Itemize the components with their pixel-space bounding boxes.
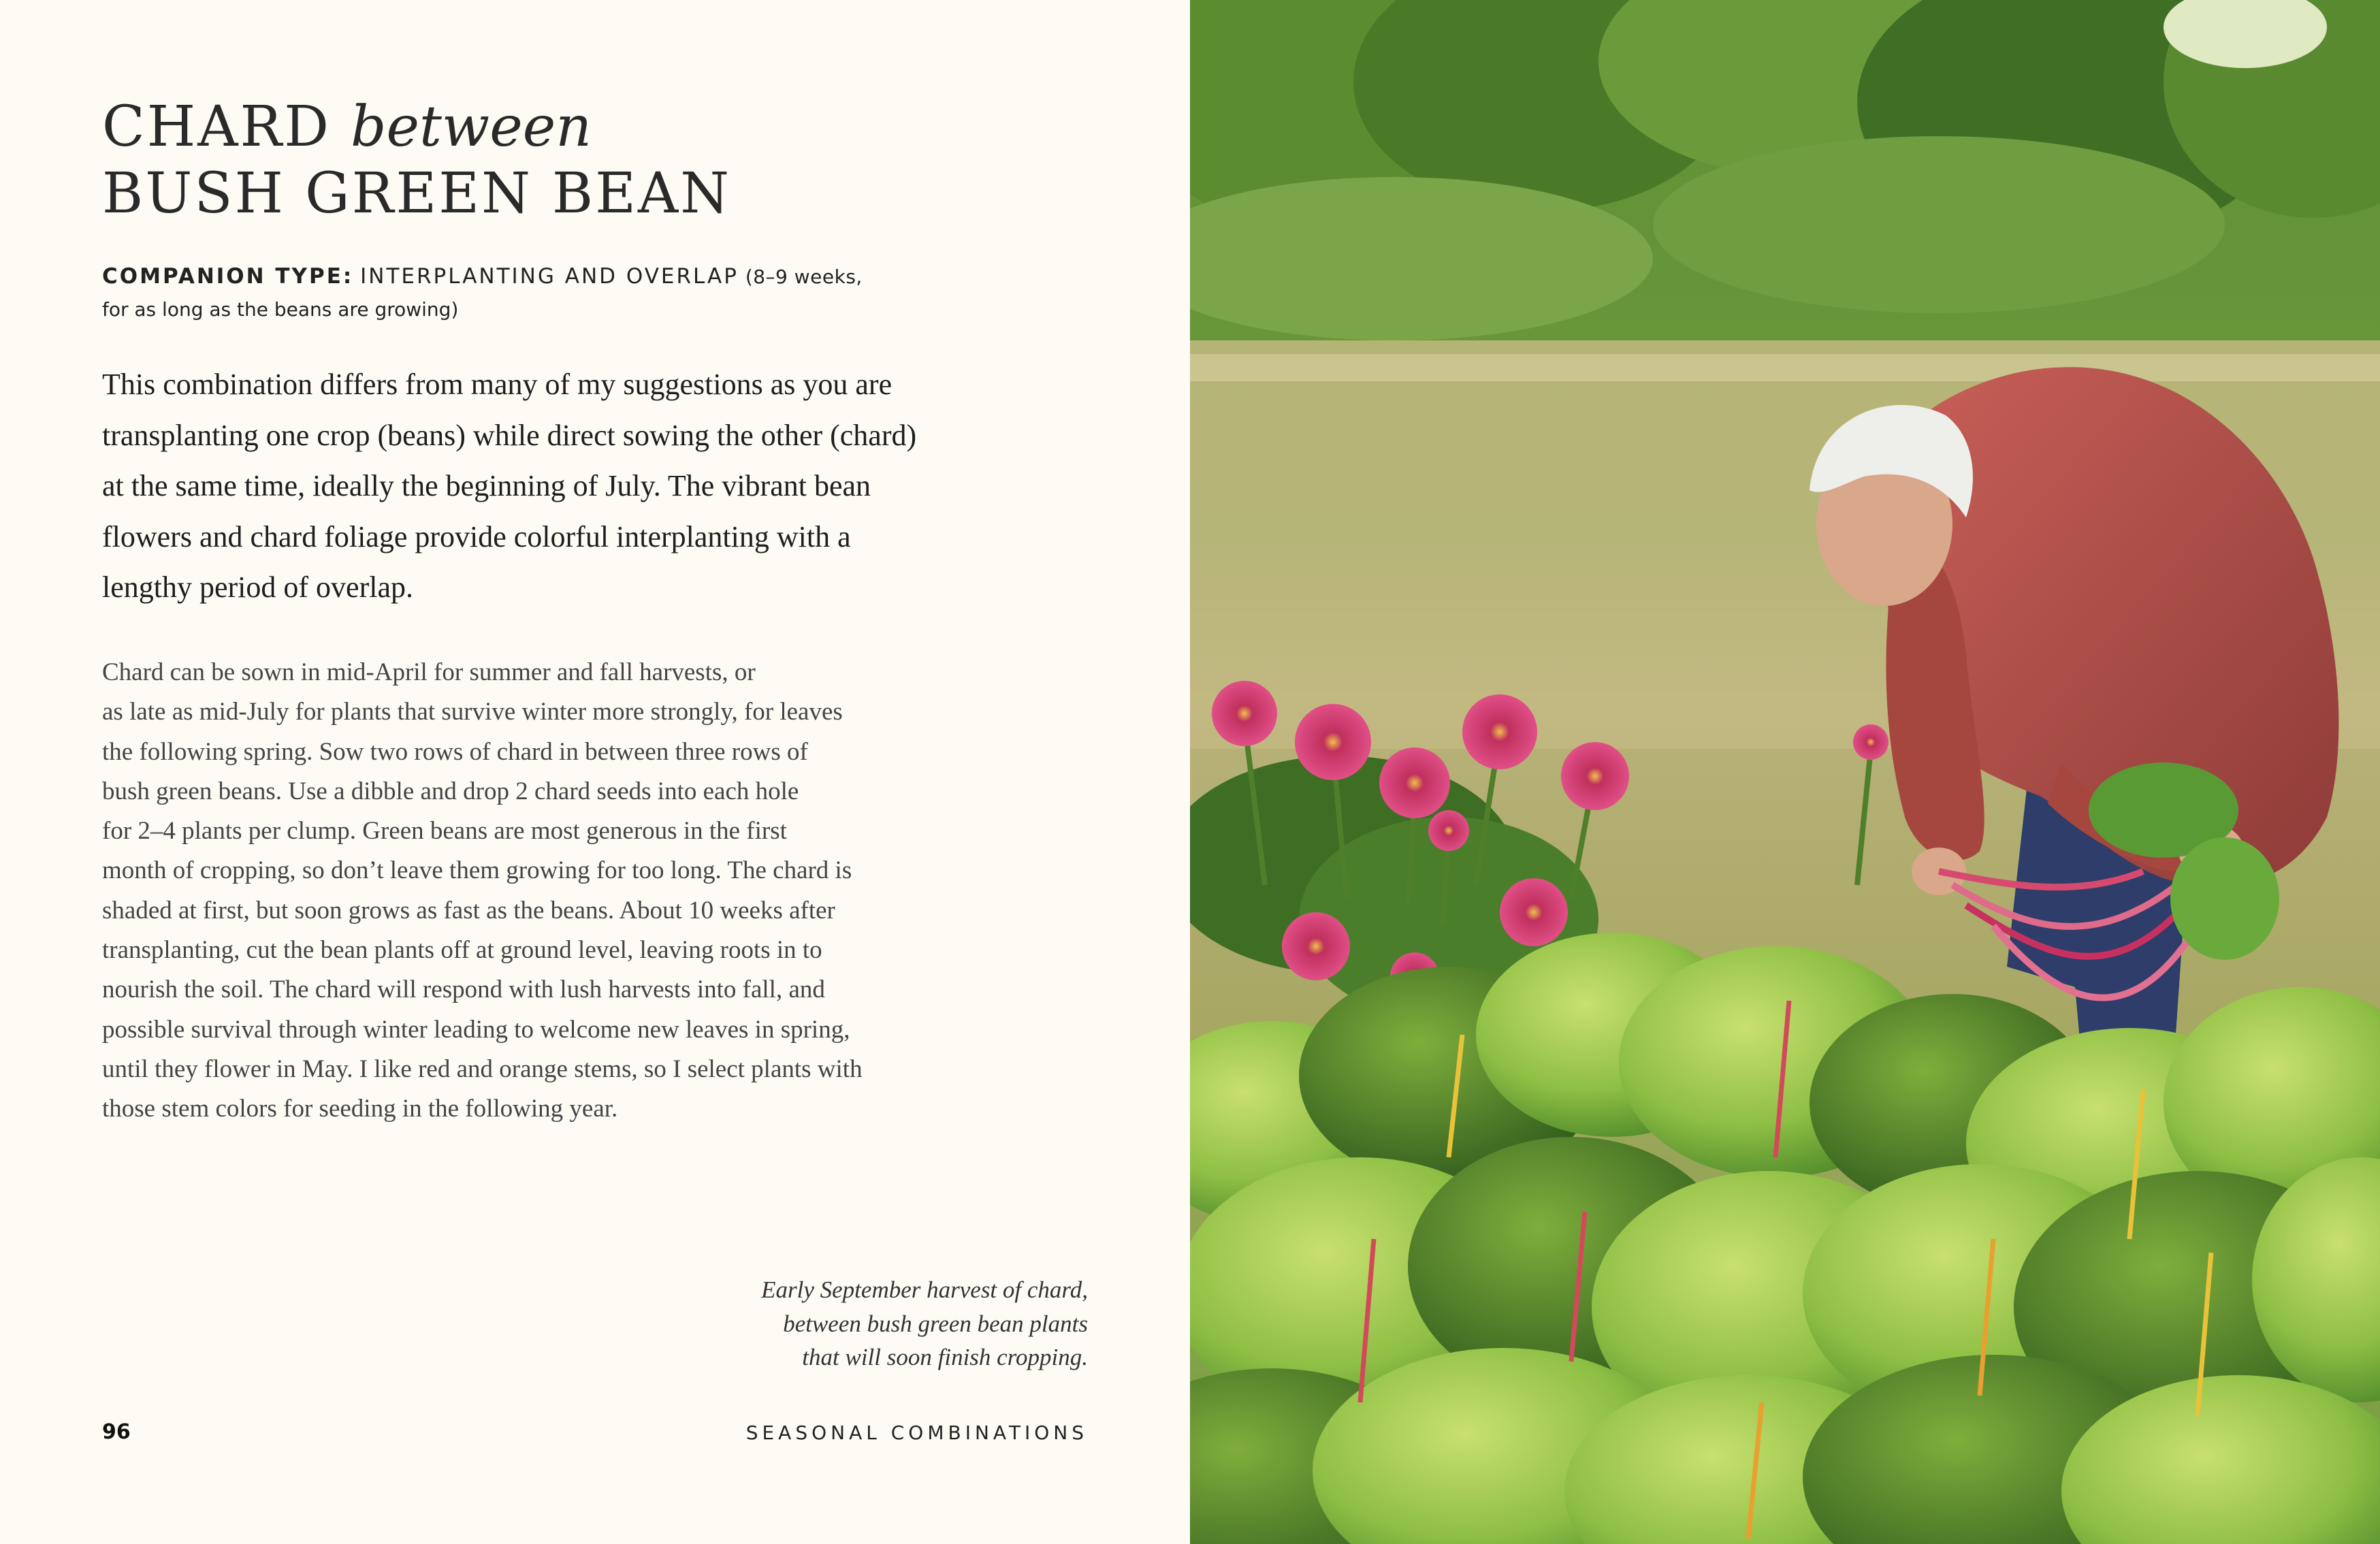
photo-illustration: [1190, 0, 2380, 1544]
zinnia-flower: [1295, 704, 1371, 780]
running-head: SEASONAL COMBINATIONS: [745, 1421, 1088, 1444]
zinnia-flower: [1212, 681, 1277, 746]
zinnia-flower: [1462, 694, 1537, 769]
page-number: 96: [102, 1420, 131, 1444]
body-line: those stem colors for seeding in the following year.: [102, 1095, 618, 1123]
title-between: between: [351, 95, 592, 159]
lead-line: at the same time, ideally the beginning of July. The vibrant bean: [102, 469, 871, 502]
lead-paragraph: [102, 359, 916, 613]
companion-duration: (8–9 weeks,: [745, 266, 863, 288]
title-line-2: BUSH GREEN BEAN: [102, 161, 731, 226]
zinnia-flower: [1561, 742, 1629, 810]
companion-row-1: [102, 260, 919, 293]
body-line: transplanting, cut the bean plants off at ground level, leaving roots in to: [102, 936, 822, 965]
caption-line: between bush green bean plants: [783, 1310, 1088, 1337]
companion-type-block: [102, 260, 919, 326]
page-title: [102, 94, 731, 227]
caption-line: that will soon finish cropping.: [802, 1344, 1088, 1370]
body-paragraph: [102, 653, 863, 1129]
companion-label: COMPANION TYPE:: [102, 264, 354, 289]
zinnia-flower: [1853, 724, 1888, 760]
body-line: for 2–4 plants per clump. Green beans are most generous in the first: [102, 817, 787, 846]
zinnia-flower: [1428, 810, 1469, 851]
garden-photo: [1190, 0, 2380, 1544]
lead-line: This combination differs from many of my suggestions as you are: [102, 368, 892, 401]
body-line: the following spring. Sow two rows of chard in between three rows of: [102, 737, 808, 766]
photo-caption: [761, 1273, 1088, 1374]
body-line: shaded at first, but soon grows as fast as the beans. About 10 weeks after: [102, 896, 835, 924]
companion-type: INTERPLANTING AND OVERLAP: [360, 264, 739, 289]
zinnia-flower: [1379, 747, 1450, 818]
body-line: as late as mid-July for plants that survive winter more strongly, for leaves: [102, 698, 843, 726]
body-line: possible survival through winter leading to welcome new leaves in spring,: [102, 1015, 850, 1044]
body-line: month of cropping, so don’t leave them growing for too long. The chard is: [102, 856, 852, 885]
body-line: until they flower in May. I like red and orange stems, so I select plants with: [102, 1055, 863, 1083]
zinnia-flower: [1282, 912, 1350, 980]
body-line: bush green beans. Use a dibble and drop 2 chard seeds into each hole: [102, 777, 799, 805]
lead-line: lengthy period of overlap.: [102, 570, 413, 604]
zinnia-flower: [1500, 878, 1568, 946]
title-chard: CHARD: [102, 95, 331, 159]
body-line: Chard can be sown in mid-April for summer and fall harvests, or: [102, 658, 756, 686]
lead-line: flowers and chard foliage provide colorful interplanting with a: [102, 519, 851, 553]
lead-line: transplanting one crop (beans) while direct sowing the other (chard): [102, 418, 917, 452]
companion-duration-cont: for as long as the beans are growing): [102, 298, 459, 321]
caption-line: Early September harvest of chard,: [761, 1276, 1088, 1303]
body-line: nourish the soil. The chard will respond with lush harvests into fall, and: [102, 976, 825, 1004]
title-line-1: [102, 94, 731, 161]
